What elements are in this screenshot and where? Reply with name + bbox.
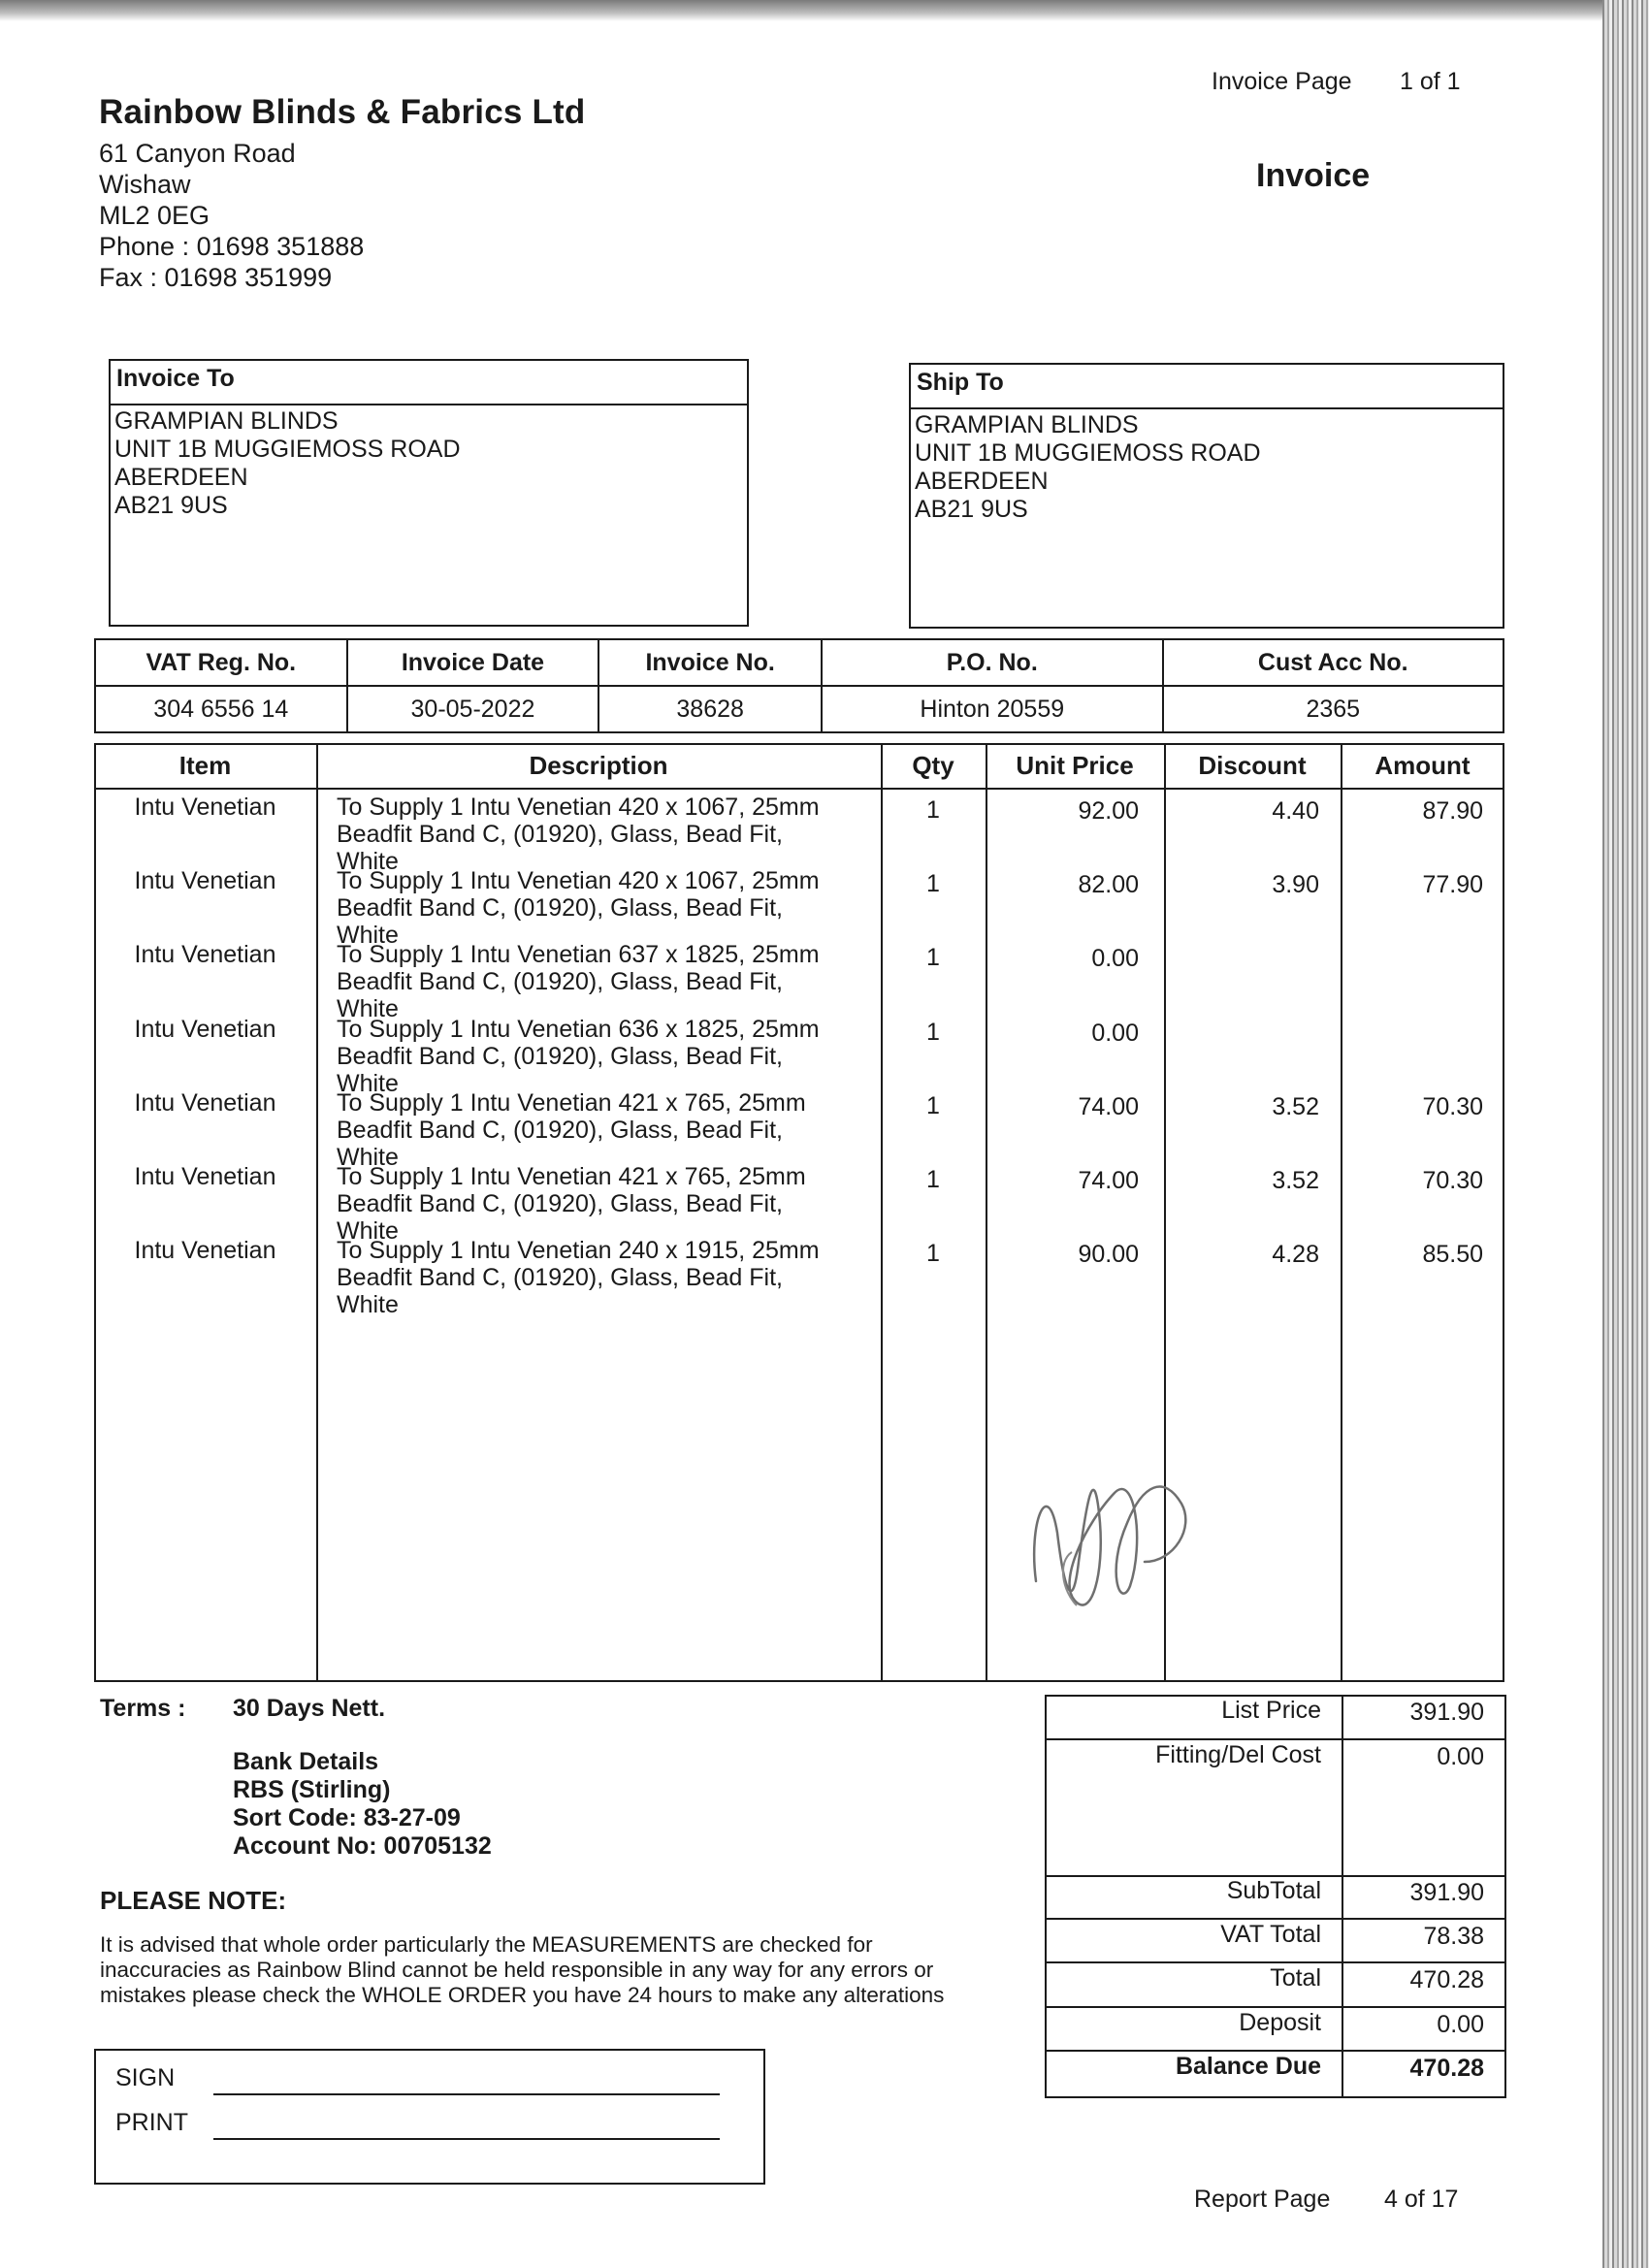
- item-discount: 3.90: [1272, 871, 1319, 898]
- item-qty: 1: [926, 1019, 940, 1046]
- description-line: Beadfit Band C, (01920), Glass, Bead Fit,: [337, 1190, 783, 1217]
- fitting-cost-label: Fitting/Del Cost: [1155, 1741, 1321, 1768]
- item-qty: 1: [926, 796, 940, 824]
- sign-print-box: [94, 2049, 765, 2185]
- fitting-cost-value: 0.00: [1437, 1743, 1484, 1770]
- item-qty: 1: [926, 1240, 940, 1267]
- ship-to-address: [911, 409, 1503, 526]
- description-line: Beadfit Band C, (01920), Glass, Bead Fit,: [337, 968, 783, 995]
- invoice-to-title: Invoice To: [111, 361, 747, 405]
- terms-label: Terms :: [100, 1695, 186, 1722]
- invoice-to-box: [109, 359, 749, 627]
- invoice-reference-table: [94, 638, 1504, 733]
- deposit-label: Deposit: [1239, 2009, 1321, 2036]
- invoice-to-line: UNIT 1B MUGGIEMOSS ROAD: [114, 436, 461, 463]
- note-line: It is advised that whole order particularly the MEASUREMENTS are checked for: [100, 1932, 873, 1957]
- item-description: [337, 867, 875, 949]
- item-amount: 70.30: [1422, 1167, 1483, 1194]
- description-line: Beadfit Band C, (01920), Glass, Bead Fit,: [337, 821, 783, 848]
- invoice-no-value: 38628: [598, 686, 822, 732]
- item-description: [337, 794, 875, 875]
- item-description: [337, 1016, 875, 1097]
- totals-divider: [1045, 1961, 1506, 1963]
- qty-column-header: Qty: [912, 751, 954, 780]
- ship-to-box: [909, 363, 1504, 629]
- company-phone: Phone : 01698 351888: [99, 232, 365, 261]
- bank-details: [233, 1748, 492, 1861]
- item-unit-price: 0.00: [1091, 945, 1139, 972]
- item-description: [337, 1237, 875, 1318]
- item-name: Intu Venetian: [134, 941, 276, 968]
- description-column-header: Description: [529, 751, 668, 780]
- scan-edge-top: [0, 0, 1649, 21]
- ship-to-title: Ship To: [911, 365, 1503, 409]
- print-label: PRINT: [115, 2109, 188, 2136]
- vat-total-label: VAT Total: [1220, 1921, 1321, 1948]
- document-title: Invoice: [1256, 157, 1371, 194]
- description-line: To Supply 1 Intu Venetian 420 x 1067, 25mm: [337, 794, 820, 821]
- note-line: mistakes please check the WHOLE ORDER you have 24 hours to make any alterations: [100, 1983, 945, 2007]
- description-line: White: [337, 922, 399, 949]
- vat-reg-header: VAT Reg. No.: [95, 639, 347, 686]
- address-line: ML2 0EG: [99, 201, 210, 230]
- item-amount: 85.50: [1422, 1241, 1483, 1268]
- invoice-to-line: ABERDEEN: [114, 464, 248, 491]
- cust-acc-value: 2365: [1163, 686, 1504, 732]
- item-qty: 1: [926, 1092, 940, 1119]
- cust-acc-header: Cust Acc No.: [1163, 639, 1504, 686]
- total-label: Total: [1270, 1964, 1321, 1992]
- deposit-value: 0.00: [1437, 2011, 1484, 2038]
- report-page-label: Report Page: [1194, 2186, 1331, 2213]
- description-line: White: [337, 848, 399, 875]
- sort-code: Sort Code: 83-27-09: [233, 1804, 461, 1831]
- note-line: inaccuracies as Rainbow Blind cannot be held responsible in any way for any errors or: [100, 1958, 934, 1982]
- item-name: Intu Venetian: [134, 794, 276, 821]
- subtotal-label: SubTotal: [1226, 1877, 1321, 1904]
- item-qty: 1: [926, 944, 940, 971]
- vat-reg-value: 304 6556 14: [95, 686, 347, 732]
- subtotal-value: 391.90: [1409, 1879, 1484, 1906]
- company-address: [99, 138, 364, 293]
- bank-details-title: Bank Details: [233, 1748, 379, 1775]
- item-unit-price: 74.00: [1078, 1167, 1139, 1194]
- item-unit-price: 0.00: [1091, 1020, 1139, 1047]
- description-line: White: [337, 1070, 399, 1097]
- description-line: White: [337, 995, 399, 1022]
- item-unit-price: 90.00: [1078, 1241, 1139, 1268]
- item-unit-price: 92.00: [1078, 797, 1139, 825]
- item-amount: 77.90: [1422, 871, 1483, 898]
- item-unit-price: 82.00: [1078, 871, 1139, 898]
- item-column-header: Item: [178, 751, 232, 780]
- totals-divider: [1045, 2006, 1506, 2008]
- amount-column-header: Amount: [1374, 751, 1471, 780]
- item-name: Intu Venetian: [134, 1163, 276, 1190]
- handwritten-initials: [1018, 1416, 1232, 1639]
- company-name: Rainbow Blinds & Fabrics Ltd: [99, 93, 586, 131]
- ship-to-line: AB21 9US: [915, 496, 1028, 523]
- address-line: 61 Canyon Road: [99, 139, 296, 168]
- list-price-label: List Price: [1221, 1697, 1321, 1724]
- totals-divider: [1045, 2050, 1506, 2052]
- invoice-page-value: 1 of 1: [1400, 68, 1461, 95]
- item-amount: 87.90: [1422, 797, 1483, 825]
- description-line: Beadfit Band C, (01920), Glass, Bead Fit,: [337, 894, 783, 922]
- terms-value: 30 Days Nett.: [233, 1695, 386, 1722]
- description-line: To Supply 1 Intu Venetian 420 x 1067, 25mm: [337, 867, 820, 894]
- item-name: Intu Venetian: [134, 867, 276, 894]
- item-description: [337, 1089, 875, 1171]
- item-qty: 1: [926, 870, 940, 897]
- description-line: To Supply 1 Intu Venetian 421 x 765, 25mm: [337, 1089, 806, 1117]
- item-qty: 1: [926, 1166, 940, 1193]
- balance-due-value: 470.28: [1409, 2055, 1484, 2082]
- item-description: [337, 1163, 875, 1245]
- reference-value-row: [95, 686, 1504, 732]
- ship-to-line: UNIT 1B MUGGIEMOSS ROAD: [915, 439, 1261, 467]
- items-header-divider: [94, 788, 1504, 790]
- po-no-value: Hinton 20559: [822, 686, 1162, 732]
- item-unit-price: 74.00: [1078, 1093, 1139, 1120]
- description-line: To Supply 1 Intu Venetian 421 x 765, 25mm: [337, 1163, 806, 1190]
- please-note-heading: PLEASE NOTE:: [100, 1886, 287, 1915]
- item-description: [337, 941, 875, 1022]
- po-no-header: P.O. No.: [822, 639, 1162, 686]
- scan-edge-right: [1602, 0, 1649, 2268]
- invoice-page-label: Invoice Page: [1212, 68, 1352, 95]
- item-discount: 4.40: [1272, 797, 1319, 825]
- invoice-to-address: [111, 405, 747, 522]
- description-line: To Supply 1 Intu Venetian 240 x 1915, 25mm: [337, 1237, 820, 1264]
- totals-divider: [1045, 1738, 1506, 1740]
- description-line: Beadfit Band C, (01920), Glass, Bead Fit,: [337, 1117, 783, 1144]
- ship-to-line: GRAMPIAN BLINDS: [915, 411, 1139, 438]
- ship-to-line: ABERDEEN: [915, 468, 1049, 495]
- print-line[interactable]: [213, 2138, 720, 2140]
- sign-line[interactable]: [213, 2093, 720, 2095]
- address-line: Wishaw: [99, 170, 191, 199]
- column-divider: [316, 743, 318, 1682]
- reference-header-row: [95, 639, 1504, 686]
- unit-price-column-header: Unit Price: [1016, 751, 1134, 780]
- description-line: Beadfit Band C, (01920), Glass, Bead Fit,: [337, 1264, 783, 1291]
- please-note-text: [100, 1932, 1031, 2008]
- totals-divider: [1045, 1918, 1506, 1920]
- total-value: 470.28: [1409, 1966, 1484, 1993]
- invoice-date-header: Invoice Date: [347, 639, 599, 686]
- description-line: White: [337, 1291, 399, 1318]
- item-amount: 70.30: [1422, 1093, 1483, 1120]
- item-discount: 3.52: [1272, 1167, 1319, 1194]
- description-line: Beadfit Band C, (01920), Glass, Bead Fit,: [337, 1043, 783, 1070]
- invoice-to-line: AB21 9US: [114, 492, 228, 519]
- item-discount: 3.52: [1272, 1093, 1319, 1120]
- report-page-value: 4 of 17: [1384, 2186, 1459, 2213]
- item-name: Intu Venetian: [134, 1089, 276, 1117]
- description-line: White: [337, 1144, 399, 1171]
- invoice-to-line: GRAMPIAN BLINDS: [114, 407, 339, 435]
- invoice-date-value: 30-05-2022: [347, 686, 599, 732]
- discount-column-header: Discount: [1198, 751, 1307, 780]
- description-line: To Supply 1 Intu Venetian 637 x 1825, 25mm: [337, 941, 820, 968]
- balance-due-label: Balance Due: [1175, 2053, 1321, 2080]
- item-name: Intu Venetian: [134, 1016, 276, 1043]
- account-number: Account No: 00705132: [233, 1832, 492, 1860]
- vat-total-value: 78.38: [1423, 1923, 1484, 1950]
- description-line: White: [337, 1217, 399, 1245]
- bank-name: RBS (Stirling): [233, 1776, 391, 1803]
- list-price-value: 391.90: [1409, 1699, 1484, 1726]
- company-fax: Fax : 01698 351999: [99, 263, 333, 292]
- sign-label: SIGN: [115, 2064, 176, 2091]
- invoice-no-header: Invoice No.: [598, 639, 822, 686]
- description-line: To Supply 1 Intu Venetian 636 x 1825, 25mm: [337, 1016, 820, 1043]
- item-name: Intu Venetian: [134, 1237, 276, 1264]
- item-discount: 4.28: [1272, 1241, 1319, 1268]
